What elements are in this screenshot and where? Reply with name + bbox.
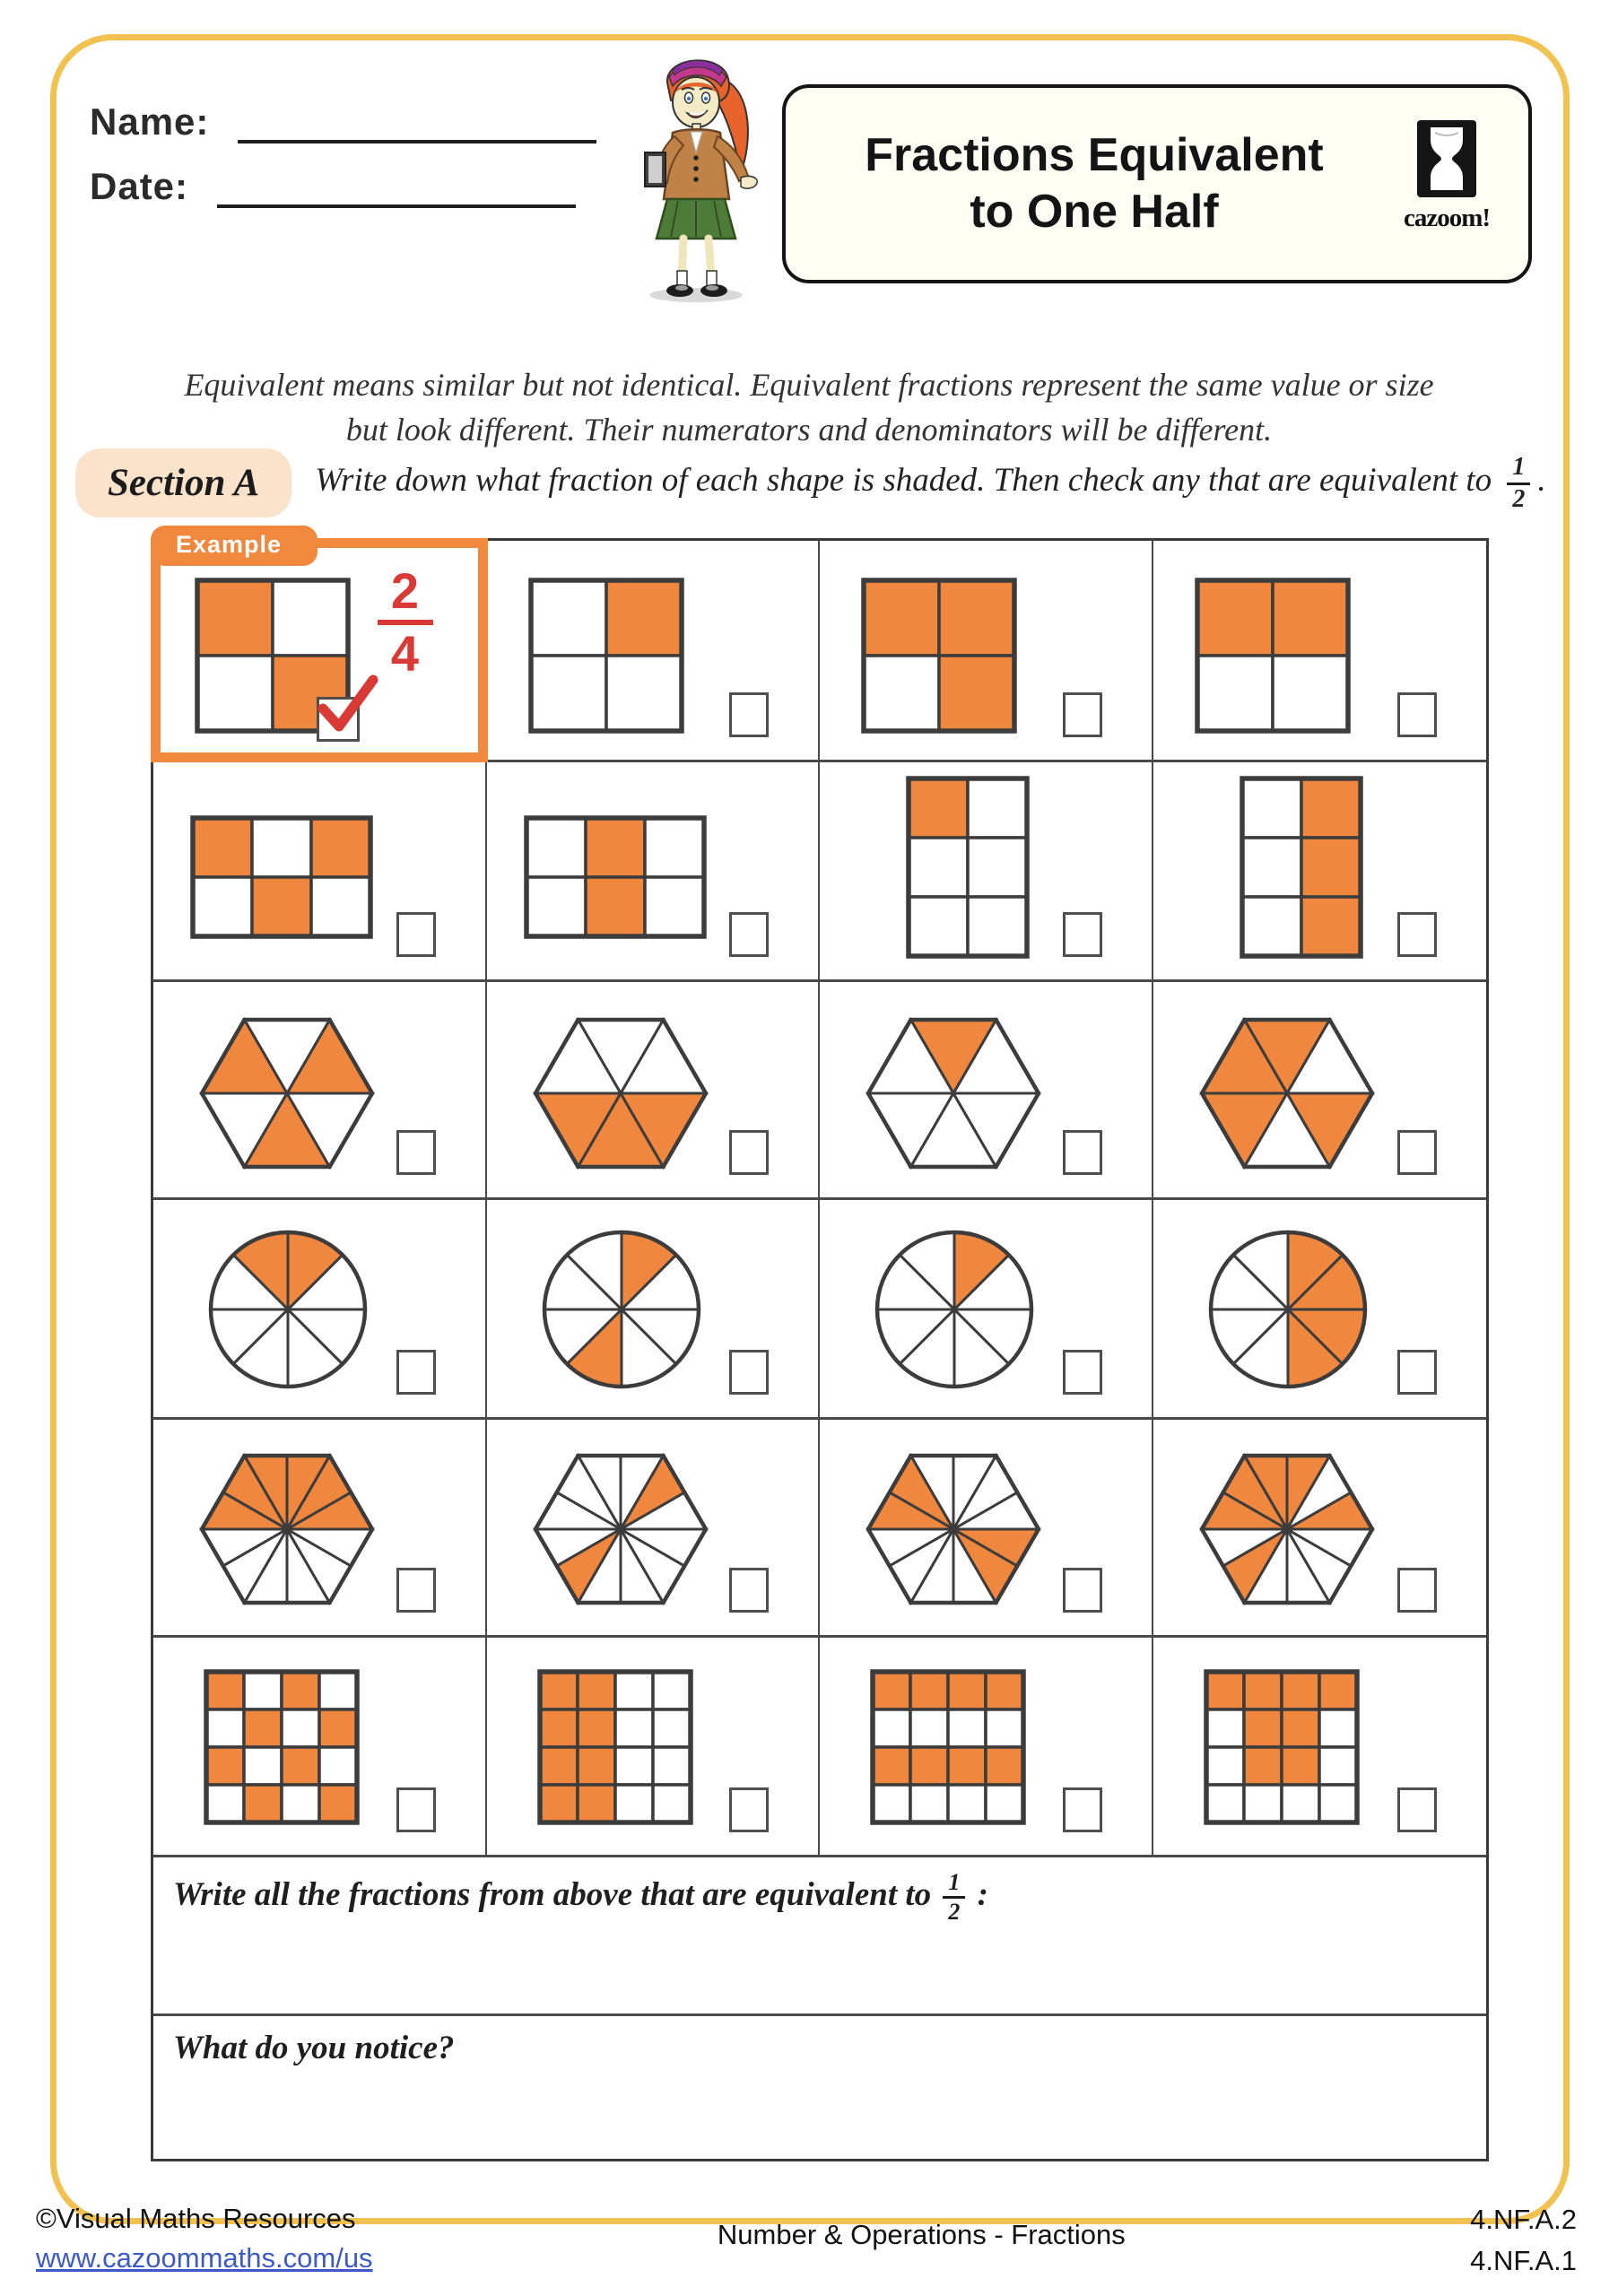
answer-checkbox[interactable] <box>1397 1130 1437 1175</box>
shape-hexagon-12-slices <box>1198 1452 1376 1611</box>
name-label: Name: <box>90 100 210 143</box>
answer-checkbox[interactable] <box>1063 1130 1102 1175</box>
intro-text: Equivalent means similar but not identical. Equivalent fractions represent the same value or size but look different. Their numerators and denominators will be different. <box>184 367 1434 448</box>
fraction-cell-r4c4 <box>1153 1200 1487 1420</box>
shape-grid-4x4 <box>1203 1668 1361 1831</box>
answer-checkbox[interactable] <box>729 692 769 737</box>
fraction-cell-r3c4 <box>1153 982 1487 1200</box>
fraction-cell-r1c3 <box>820 541 1153 762</box>
fraction-cell-r6c3 <box>820 1638 1153 1857</box>
copyright-text: ©Visual Maths Resources <box>36 2203 356 2234</box>
fraction-cell-r3c2 <box>487 982 821 1200</box>
shape-hexagon-12-slices <box>865 1452 1042 1611</box>
cazoom-logo <box>1379 120 1514 233</box>
date-label: Date: <box>90 165 189 207</box>
website-link[interactable]: www.cazoommaths.com/us <box>36 2242 373 2274</box>
shape-circle-8-slices <box>541 1229 702 1395</box>
title-box <box>782 84 1532 283</box>
fraction-cell-r5c1 <box>153 1420 487 1638</box>
student-character-illustration <box>615 45 770 311</box>
fraction-cell-r2c3 <box>820 762 1153 982</box>
fraction-cell-r6c4 <box>1153 1638 1487 1857</box>
fraction-cell-r5c4 <box>1153 1420 1487 1638</box>
red-checkmark-icon <box>316 673 380 735</box>
example-tab-label: Example <box>151 526 318 566</box>
fraction-cell-r5c3 <box>820 1420 1153 1638</box>
answer-checkbox[interactable] <box>317 697 360 742</box>
shape-grid-2x3 <box>905 775 1031 964</box>
standard-code-1: 4.NF.A.2 <box>1470 2204 1577 2235</box>
shape-circle-8-slices <box>874 1229 1035 1395</box>
answer-checkbox[interactable] <box>729 1350 769 1395</box>
answer-checkbox[interactable] <box>1063 1568 1102 1613</box>
one-half-fraction: $\frac{1}{2}$ <box>1507 454 1530 512</box>
shape-hexagon-6-slices <box>1198 1016 1376 1175</box>
answer-checkbox[interactable] <box>729 1130 769 1175</box>
answer-checkbox[interactable] <box>396 1568 436 1613</box>
section-a-instruction: Write down what fraction of each shape is shaded. Then check any that are equivalent to $\frac{1}{2}$ . <box>315 453 1546 513</box>
footer <box>36 2199 1577 2282</box>
fraction-shapes-table <box>151 531 1489 2161</box>
answer-checkbox[interactable] <box>396 1350 436 1395</box>
shape-grid-3x2 <box>189 814 374 944</box>
answer-checkbox[interactable] <box>1397 1787 1437 1832</box>
answer-checkbox[interactable] <box>729 1787 769 1832</box>
fraction-cell-r3c3 <box>820 982 1153 1200</box>
name-input-line[interactable] <box>238 106 596 144</box>
answer-checkbox[interactable] <box>1063 692 1102 737</box>
answer-checkbox[interactable] <box>1397 1568 1437 1613</box>
section-a-row <box>75 448 1564 517</box>
shape-grid-4x4 <box>869 1668 1027 1831</box>
fraction-cell-r4c2 <box>487 1200 821 1420</box>
answer-checkbox[interactable] <box>729 1568 769 1613</box>
fraction-cell-r1c1 <box>153 531 487 762</box>
shape-grid-2x2 <box>527 577 685 739</box>
shape-grid-2x3 <box>1239 775 1364 964</box>
shape-hexagon-6-slices <box>198 1016 376 1175</box>
name-row <box>90 100 596 144</box>
question-write-equivalent-fractions[interactable]: Write all the fractions from above that are equivalent to $\frac{1}{2}$ : <box>153 1857 1486 2016</box>
shape-grid-2x2 <box>1194 577 1352 739</box>
answer-checkbox[interactable] <box>1063 912 1102 957</box>
answer-checkbox[interactable] <box>396 912 436 957</box>
answer-checkbox[interactable] <box>1397 692 1437 737</box>
fraction-cell-r6c1 <box>153 1638 487 1857</box>
shape-circle-8-slices <box>1207 1229 1369 1395</box>
answer-checkbox[interactable] <box>1063 1787 1102 1832</box>
fraction-cell-r1c4 <box>1153 541 1487 762</box>
fraction-cell-r4c1 <box>153 1200 487 1420</box>
shape-grid-3x2 <box>523 814 708 944</box>
worksheet-title: Fractions Equivalent to One Half <box>865 129 1324 238</box>
fraction-cell-r5c2 <box>487 1420 821 1638</box>
answer-checkbox[interactable] <box>1063 1350 1102 1395</box>
date-row <box>90 165 576 208</box>
answer-checkbox[interactable] <box>1397 1350 1437 1395</box>
answer-checkbox[interactable] <box>1397 912 1437 957</box>
shape-hexagon-6-slices <box>532 1016 709 1175</box>
logo-text: cazoom! <box>1403 204 1491 232</box>
footer-topic: Number & Operations - Fractions <box>717 2219 1126 2250</box>
shape-hexagon-6-slices <box>865 1016 1042 1175</box>
section-a-label: Section A <box>75 448 291 517</box>
shape-grid-4x4 <box>203 1668 361 1831</box>
answer-checkbox[interactable] <box>396 1787 436 1832</box>
shape-hexagon-12-slices <box>532 1452 709 1611</box>
date-input-line[interactable] <box>217 170 576 208</box>
question-what-do-you-notice[interactable]: What do you notice? <box>173 2030 455 2066</box>
shape-hexagon-12-slices <box>198 1452 376 1611</box>
shape-circle-8-slices <box>207 1229 369 1395</box>
fraction-cell-r4c3 <box>820 1200 1153 1420</box>
fraction-cell-r1c2 <box>487 541 821 762</box>
fraction-cell-r2c4 <box>1153 762 1487 982</box>
fraction-cell-r6c2 <box>487 1638 821 1857</box>
one-half-fraction: $\frac{1}{2}$ <box>943 1870 965 1925</box>
fraction-cell-r2c1 <box>153 762 487 982</box>
answer-checkbox[interactable] <box>396 1130 436 1175</box>
example-answer-fraction: 2 4 <box>367 566 444 679</box>
answer-checkbox[interactable] <box>729 912 769 957</box>
standard-code-2: 4.NF.A.1 <box>1470 2245 1577 2276</box>
fraction-cell-r3c1 <box>153 982 487 1200</box>
hourglass-icon <box>1417 120 1476 197</box>
shape-grid-2x2 <box>860 577 1018 739</box>
fraction-cell-r2c2 <box>487 762 821 982</box>
shape-grid-4x4 <box>536 1668 694 1831</box>
